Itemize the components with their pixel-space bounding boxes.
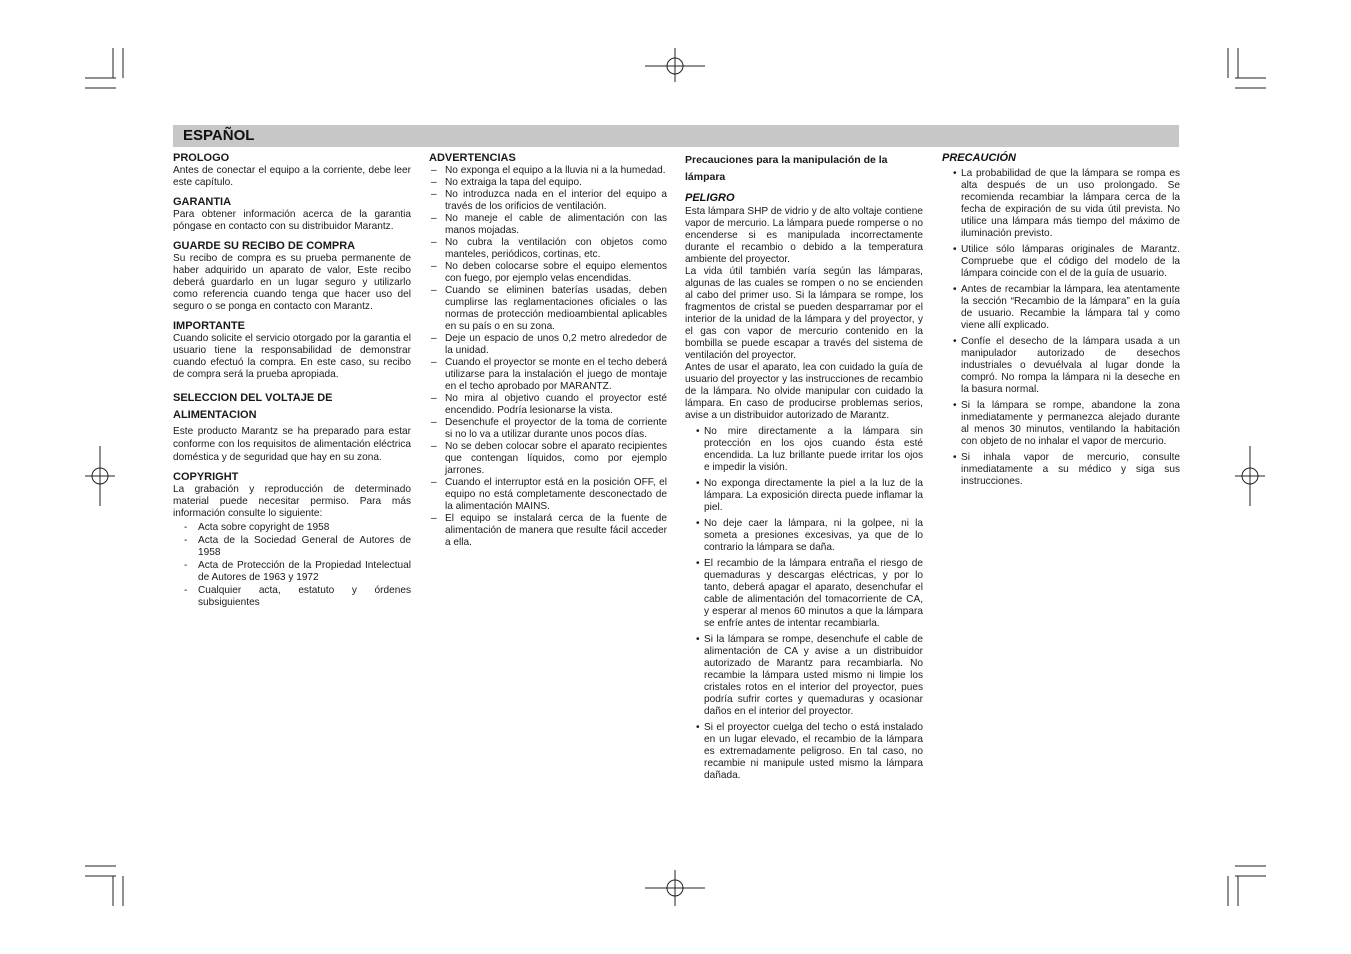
list-item: – Cuando se eliminen baterías usadas, deben cumplirse las reglamentaciones oficiales o las normas de protección medioambiental aplicables en su país o en su zona. (429, 285, 667, 333)
importante-heading: IMPORTANTE (173, 320, 245, 332)
precaucion-list (942, 168, 1180, 488)
list-item: – No se deben colocar sobre el aparato recipientes que contengan líquidos, como por ejemplo jarrones. (429, 441, 667, 477)
column-lampara (685, 152, 923, 786)
list-item: – No deben colocarse sobre el equipo elementos con fuego, por ejemplo velas encendidas. (429, 261, 667, 285)
recibo-text: Su recibo de compra es su prueba permanente de haber adquirido un aparato de valor, Este recibo deberá guardarlo en un lugar seguro y utilizarlo como referencia cuando tenga que hacer uso del seguro o se ponga en contacto con Marantz. (173, 253, 411, 312)
garantia-heading: GARANTIA (173, 196, 232, 208)
list-item: – Cuando el interruptor está en la posición OFF, el equipo no está completamente desconectado de la alimentación MAINS. (429, 477, 667, 513)
list-item: • Antes de recambiar la lámpara, lea atentamente la sección “Recambio de la lámpara” en la guía de usuario. Recambie la lámpara tal y como viene allí explicado. (942, 284, 1180, 332)
list-item: • Si la lámpara se rompe, desenchufe el cable de alimentación de CA y avise a un distribuidor autorizado de Marantz para recambiarla. No recambie la lámpara usted mismo ni limpie los cristales rotos en el interior del proyector, pues podría sufrir cortes y quemaduras y ocasionar daños en el interior del proyector. (685, 634, 923, 718)
copyright-list (173, 522, 411, 609)
copyright-text: La grabación y reproducción de determinado material puede necesitar permiso. Para más información consulte lo siguiente: (173, 484, 411, 519)
list-item: – No cubra la ventilación con objetos como manteles, periódicos, cortinas, etc. (429, 237, 667, 261)
list-item: - Acta de Protección de la Propiedad Intelectual de Autores de 1963 y 1972 (173, 560, 411, 584)
list-item: • Utilice sólo lámparas originales de Marantz. Compruebe que el código del modelo de la lámpara coincide con el de la guía de usuario. (942, 244, 1180, 280)
list-item: – No exponga el equipo a la lluvia ni a la humedad. (429, 165, 667, 177)
list-item: • Si el proyector cuelga del techo o está instalado en un lugar elevado, el recambio de la lámpara es extremadamente peligroso. En tal caso, no recambie ni manipule usted mismo la lámpara dañada. (685, 722, 923, 782)
voltaje-heading: SELECCION DEL VOLTAJE DE ALIMENTACION (173, 392, 333, 421)
list-item: – No introduzca nada en el interior del equipo a través de los orificios de ventilación. (429, 189, 667, 213)
list-item: – El equipo se instalará cerca de la fuente de alimentación de manera que resulte fácil acceder a ella. (429, 513, 667, 549)
importante-text: Cuando solicite el servicio otorgado por la garantia el usuario tiene la responsabilidad de demonstrar cuando efectuó la compra. En este caso, su recibo de compra será la prueba apropiada. (173, 333, 411, 380)
advertencias-list (429, 165, 667, 549)
peligro-paragraph-3: Antes de usar el aparato, lea con cuidado la guía de usuario del proyector y las instrucciones de recambio de la lámpara. No olvide manipular con cuidado la lámpara. En caso de producirse problemas serios, avise a un distribuidor autorizado de Marantz. (685, 362, 923, 421)
peligro-paragraph-2: La vida útil también varía según las lámparas, algunas de las cuales se rompen o no se encienden al cabo del primer uso. Si la lámpara se rompe, los fragmentos de cristal se pueden desparramar por el interior de la unidad de la lámpara y del proyector, y el gas con vapor de mercurio contenido en la bombilla se puede escapar a través del sistema de ventilación del proyector. (685, 266, 923, 361)
language-header-band (173, 125, 1179, 147)
list-item: • No exponga directamente la piel a la luz de la lámpara. La exposición directa puede inflamar la piel. (685, 478, 923, 514)
list-item: - Cualquier acta, estatuto y órdenes subsiguientes (173, 585, 411, 609)
list-item: • Si inhala vapor de mercurio, consulte inmediatamente a su médico y siga sus instrucciones. (942, 452, 1180, 488)
list-item: – Desenchufe el proyector de la toma de corriente si no lo va a utilizar durante unos pocos días. (429, 417, 667, 441)
column-general (173, 152, 411, 610)
garantia-text: Para obtener información acerca de la garantia póngase en contacto con su distribuidor Marantz. (173, 209, 411, 232)
copyright-heading: COPYRIGHT (173, 471, 239, 483)
list-item: – No maneje el cable de alimentación con las manos mojadas. (429, 213, 667, 237)
list-item: • No deje caer la lámpara, ni la golpee, ni la someta a presiones excesivas, ya que de lo contrario la lámpara se daña. (685, 518, 923, 554)
list-item: • Confíe el desecho de la lámpara usada a un manipulador autorizado de desechos industriales o devuélvala al lugar donde la compró. No rompa la lámpara ni la deseche en la basura normal. (942, 336, 1180, 396)
list-item: – Cuando el proyector se monte en el techo deberá utilizarse para la instalación el juego de montaje en el techo aprobado por MARANTZ. (429, 357, 667, 393)
list-item: • La probabilidad de que la lámpara se rompa es alta después de un uso prolongado. Se recomienda recambiar la lámpara cerca de la fecha de expiración de su vida útil prevista. No utilice una lámpara más tiempo del máximo de iluminación previsto. (942, 168, 1180, 240)
list-item: - Acta sobre copyright de 1958 (173, 522, 411, 534)
list-item: – No mira al objetivo cuando el proyector esté encendido. Podría lesionarse la vista. (429, 393, 667, 417)
prologo-text: Antes de conectar el equipo a la corriente, debe leer este capítulo. (173, 165, 411, 188)
peligro-list (685, 426, 923, 782)
precaucion-heading: PRECAUCIÓN (942, 152, 1016, 164)
peligro-paragraph-1: Esta lámpara SHP de vidrio y de alto voltaje contiene vapor de mercurio. La lámpara puede romperse o no encenderse si es manipulada incorrectamente durante el recambio o debido a la temperatura ambiente del proyector. (685, 206, 923, 265)
list-item: - Acta de la Sociedad General de Autores de 1958 (173, 535, 411, 559)
list-item: • El recambio de la lámpara entraña el riesgo de quemaduras y descargas eléctricas, y por lo tanto, deberá apagar el aparato, desenchufar el cable de alimentación del tomacorriente de CA, y esperar al menos 60 minutos a que la lámpara se enfríe antes de intentar recambiarla. (685, 558, 923, 630)
list-item: • Si la lámpara se rompe, abandone la zona inmediatamente y permanezca alejado durante al menos 30 minutos, ventilando la habitación con objeto de no inhalar el vapor de mercurio. (942, 400, 1180, 448)
list-item: • No mire directamente a la lámpara sin protección en los ojos cuando ésta esté encendida. La luz brillante puede irritar los ojos e impedir la visión. (685, 426, 923, 474)
column-precaucion (942, 152, 1180, 492)
peligro-heading: PELIGRO (685, 192, 735, 204)
recibo-heading: GUARDE SU RECIBO DE COMPRA (173, 240, 356, 252)
section-title: ESPAÑOL (183, 127, 255, 144)
prologo-heading: PROLOGO (173, 152, 230, 164)
voltaje-text: Este producto Marantz se ha preparado para estar conforme con los requisitos de alimentación eléctrica doméstica y de seguridad que hay en su zona. (173, 426, 411, 463)
list-item: – No extraiga la tapa del equipo. (429, 177, 667, 189)
precauciones-heading: Precauciones para la manipulación de la lámpara (685, 154, 888, 183)
list-item: – Deje un espacio de unos 0,2 metro alrededor de la unidad. (429, 333, 667, 357)
advertencias-heading: ADVERTENCIAS (429, 152, 516, 164)
column-advertencias (429, 152, 667, 549)
